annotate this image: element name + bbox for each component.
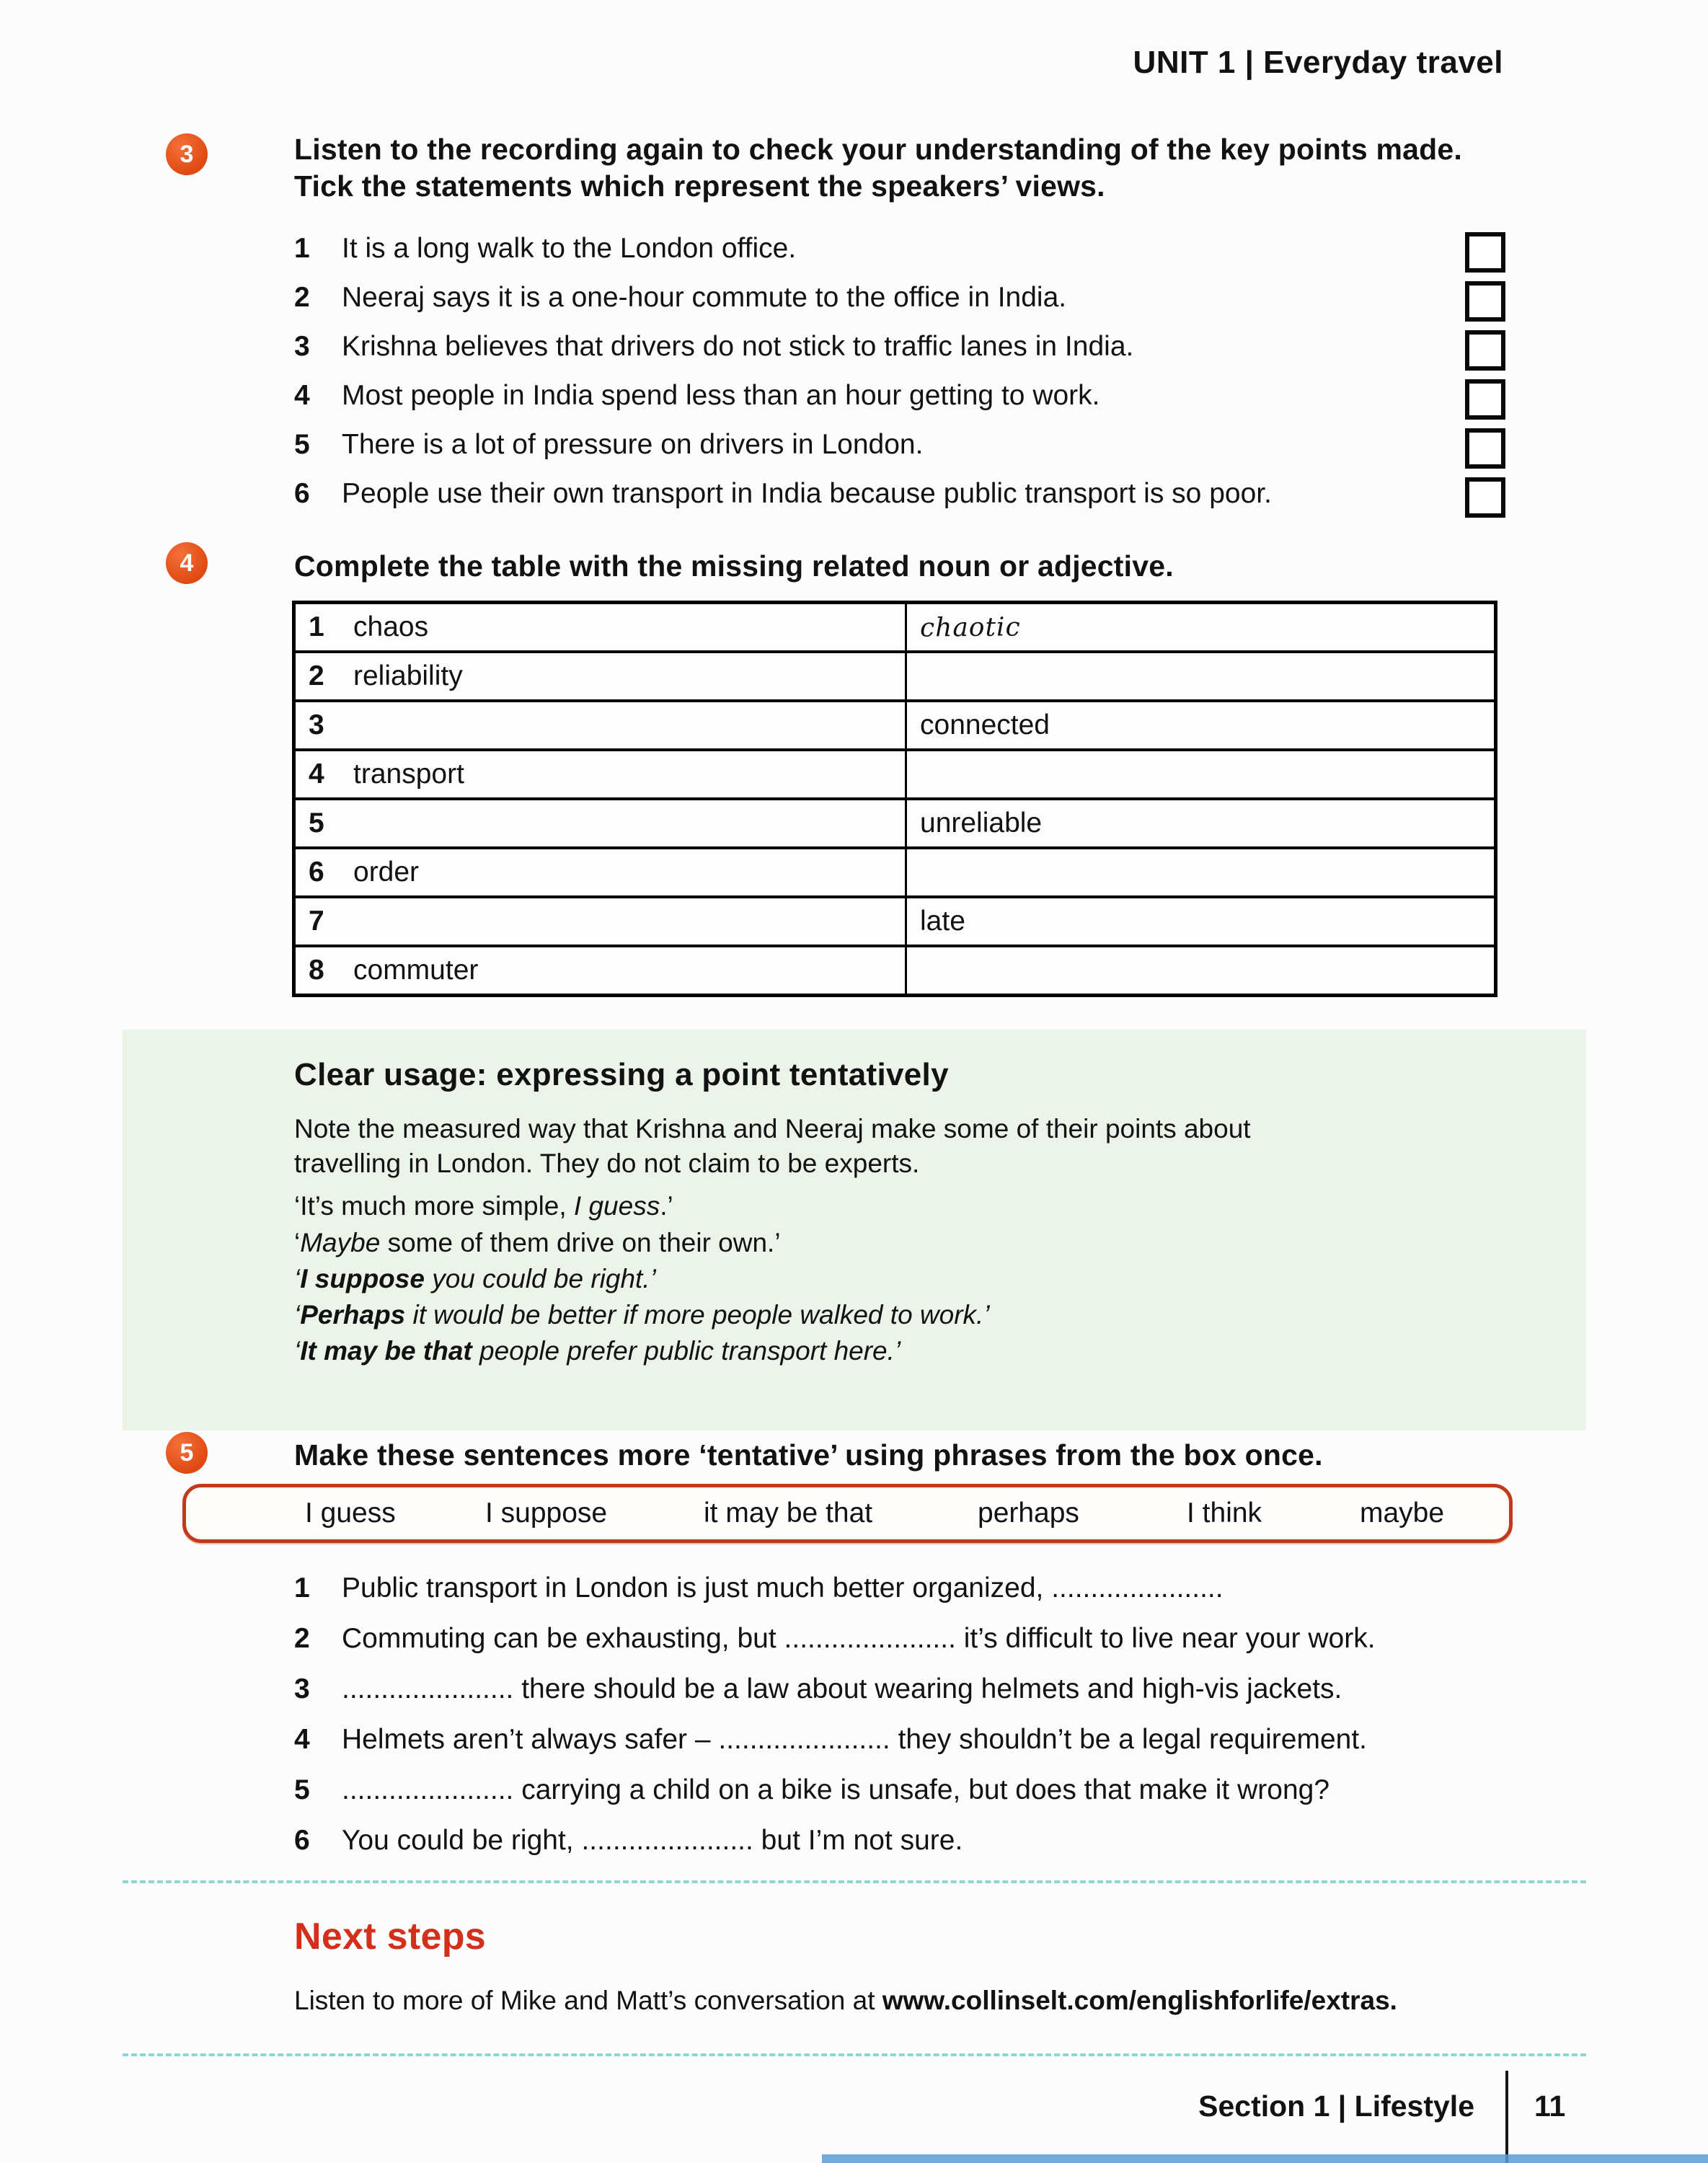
noun-cell (296, 653, 905, 699)
adjective-cell (905, 800, 1494, 846)
exercise-4-instruction: Complete the table with the missing related noun or adjective. (294, 549, 1174, 583)
statement-text: There is a lot of pressure on drivers in London. (342, 429, 924, 460)
phrase-item: I guess (305, 1498, 396, 1529)
phrase-item: it may be that (704, 1498, 873, 1529)
row-number: 2 (309, 660, 324, 691)
example-emphasis: I suppose (300, 1263, 425, 1293)
cell-term: commuter (353, 955, 479, 986)
row-number: 5 (309, 808, 324, 839)
phrase-item: perhaps (978, 1498, 1079, 1529)
table-row (296, 751, 1494, 800)
statement-row (294, 330, 1477, 379)
exercise-3-instruction-line2: Tick the statements which represent the speakers’ views. (294, 169, 1105, 203)
exercise-3-instruction (294, 131, 1534, 205)
answer-cell-empty[interactable] (905, 947, 1494, 994)
adjective-cell (905, 604, 1494, 650)
usage-example (294, 1297, 1543, 1333)
sentence-text: ...................... carrying a child on a bike is unsafe, but does that make it wrong? (342, 1774, 1330, 1805)
example-emphasis: It may be that (300, 1336, 472, 1366)
sentence-number: 3 (294, 1673, 310, 1704)
statement-number: 6 (294, 478, 310, 509)
sentence-number: 5 (294, 1774, 310, 1805)
example-post: it would be better if more people walked to work.’ (405, 1300, 990, 1330)
noun-cell (296, 604, 905, 650)
sentence-row (294, 1673, 1534, 1723)
footer-page-number: 11 (1534, 2089, 1566, 2123)
answer-cell-empty[interactable] (296, 800, 905, 846)
cell-term: late (920, 906, 965, 937)
row-number: 6 (309, 857, 324, 888)
adjective-cell (905, 898, 1494, 945)
phrase-box (182, 1484, 1513, 1543)
example-post: .’ (660, 1191, 673, 1221)
row-number: 4 (309, 758, 324, 789)
sentence-row (294, 1723, 1534, 1774)
statement-number: 3 (294, 331, 310, 362)
table-row (296, 653, 1494, 702)
statement-row (294, 232, 1477, 281)
statement-number: 2 (294, 282, 310, 313)
row-number: 7 (309, 906, 324, 937)
answer-cell-empty[interactable] (905, 849, 1494, 895)
clear-usage-note (294, 1112, 1543, 1181)
clear-usage-title: Clear usage: expressing a point tentatively (294, 1057, 949, 1092)
phrase-item: I think (1187, 1498, 1262, 1529)
next-steps-text: Listen to more of Mike and Matt’s conversation at (294, 1986, 882, 2015)
sentence-row (294, 1572, 1534, 1622)
answer-cell-empty[interactable] (905, 653, 1494, 699)
clear-usage-box (123, 1030, 1586, 1430)
exercise-3-statements (294, 232, 1477, 526)
statement-row (294, 428, 1477, 477)
answer-cell-empty[interactable] (296, 898, 905, 945)
sentence-row (294, 1622, 1534, 1673)
sentence-text: Helmets aren’t always safer – ...................... they shouldn’t be a legal requirement. (342, 1724, 1367, 1755)
exercise-5-instruction: Make these sentences more ‘tentative’ using phrases from the box once. (294, 1438, 1323, 1472)
example-emphasis: I guess (573, 1191, 660, 1221)
table-row (296, 702, 1494, 751)
table-row (296, 800, 1494, 849)
statement-text: Krishna believes that drivers do not stick to traffic lanes in India. (342, 331, 1134, 362)
answer-checkbox-6[interactable] (1465, 477, 1505, 518)
table-row (296, 849, 1494, 898)
example-pre: ‘ (294, 1263, 301, 1293)
statement-text: Most people in India spend less than an hour getting to work. (342, 380, 1100, 411)
statement-row (294, 477, 1477, 526)
exercise-4-badge: 4 (166, 542, 208, 584)
cell-term: order (353, 857, 420, 888)
example-pre: ‘ (294, 1336, 301, 1366)
table-row (296, 604, 1494, 653)
answer-checkbox-5[interactable] (1465, 428, 1505, 469)
example-emphasis: Maybe (300, 1227, 381, 1257)
vocab-table (292, 601, 1497, 997)
clear-usage-note-line2: travelling in London. They do not claim to be experts. (294, 1149, 920, 1179)
sentence-number: 2 (294, 1623, 310, 1654)
table-row (296, 947, 1494, 994)
statement-text: It is a long walk to the London office. (342, 233, 797, 264)
example-pre: ‘ (294, 1227, 301, 1257)
exercise-3-badge: 3 (166, 133, 208, 175)
bottom-edge-bar (822, 2154, 1708, 2163)
statement-number: 5 (294, 429, 310, 460)
statement-number: 4 (294, 380, 310, 411)
exercise-5-sentences (294, 1572, 1534, 1875)
usage-example (294, 1225, 1543, 1261)
answer-checkbox-4[interactable] (1465, 379, 1505, 420)
next-steps-body (294, 1986, 1543, 2016)
example-pre: ‘ (294, 1300, 301, 1330)
example-post: some of them drive on their own.’ (380, 1227, 781, 1257)
clear-usage-note-line1: Note the measured way that Krishna and Neeraj make some of their points about (294, 1114, 1251, 1144)
exercise-3-instruction-line1: Listen to the recording again to check your understanding of the key points made. (294, 133, 1462, 166)
next-steps-url: www.collinselt.com/englishforlife/extras. (882, 1986, 1397, 2015)
table-row (296, 898, 1494, 947)
noun-cell (296, 849, 905, 895)
sentence-number: 4 (294, 1724, 310, 1755)
sentence-text: ...................... there should be a law about wearing helmets and high-vis jackets. (342, 1673, 1342, 1704)
row-number: 1 (309, 611, 324, 642)
statement-row (294, 281, 1477, 330)
statement-number: 1 (294, 233, 310, 264)
next-steps-box (123, 1880, 1586, 2056)
footer-section-label: Section 1 | Lifestyle (1198, 2089, 1474, 2123)
sentence-text: You could be right, ...................... but I’m not sure. (342, 1825, 963, 1856)
noun-cell (296, 947, 905, 994)
example-post: people prefer public transport here.’ (472, 1336, 901, 1366)
example-post: you could be right.’ (424, 1263, 656, 1293)
sentence-text: Commuting can be exhausting, but ...................... it’s difficult to live near your work. (342, 1623, 1376, 1654)
sentence-row (294, 1774, 1534, 1824)
sentence-number: 1 (294, 1573, 310, 1604)
answer-cell-empty[interactable] (905, 751, 1494, 797)
page-header: UNIT 1 | Everyday travel (1133, 45, 1503, 80)
answer-cell-empty[interactable] (296, 702, 905, 748)
usage-example (294, 1333, 1543, 1369)
phrase-item: maybe (1360, 1498, 1445, 1529)
usage-example (294, 1188, 1543, 1224)
row-number: 8 (309, 955, 324, 986)
answer-checkbox-2[interactable] (1465, 281, 1505, 322)
cell-term: transport (353, 758, 464, 789)
next-steps-title: Next steps (294, 1916, 486, 1958)
cell-term: chaos (353, 611, 429, 642)
statement-row (294, 379, 1477, 428)
sentence-text: Public transport in London is just much better organized, ...................... (342, 1573, 1224, 1604)
noun-cell (296, 751, 905, 797)
exercise-5-badge: 5 (166, 1432, 208, 1474)
cell-term: connected (920, 709, 1050, 740)
handwritten-answer: chaotic (919, 611, 1021, 643)
answer-checkbox-3[interactable] (1465, 330, 1505, 371)
sentence-number: 6 (294, 1825, 310, 1856)
cell-term: reliability (353, 660, 463, 691)
statement-text: Neeraj says it is a one-hour commute to the office in India. (342, 282, 1067, 313)
example-emphasis: Perhaps (300, 1300, 406, 1330)
answer-checkbox-1[interactable] (1465, 232, 1505, 273)
cell-term: unreliable (920, 808, 1043, 839)
clear-usage-examples (294, 1188, 1543, 1370)
sentence-row (294, 1824, 1534, 1875)
usage-example (294, 1261, 1543, 1297)
example-pre: ‘It’s much more simple, (294, 1191, 574, 1221)
adjective-cell (905, 702, 1494, 748)
footer-divider (1505, 2071, 1508, 2163)
statement-text: People use their own transport in India because public transport is so poor. (342, 478, 1272, 509)
row-number: 3 (309, 709, 324, 740)
phrase-item: I suppose (485, 1498, 608, 1529)
